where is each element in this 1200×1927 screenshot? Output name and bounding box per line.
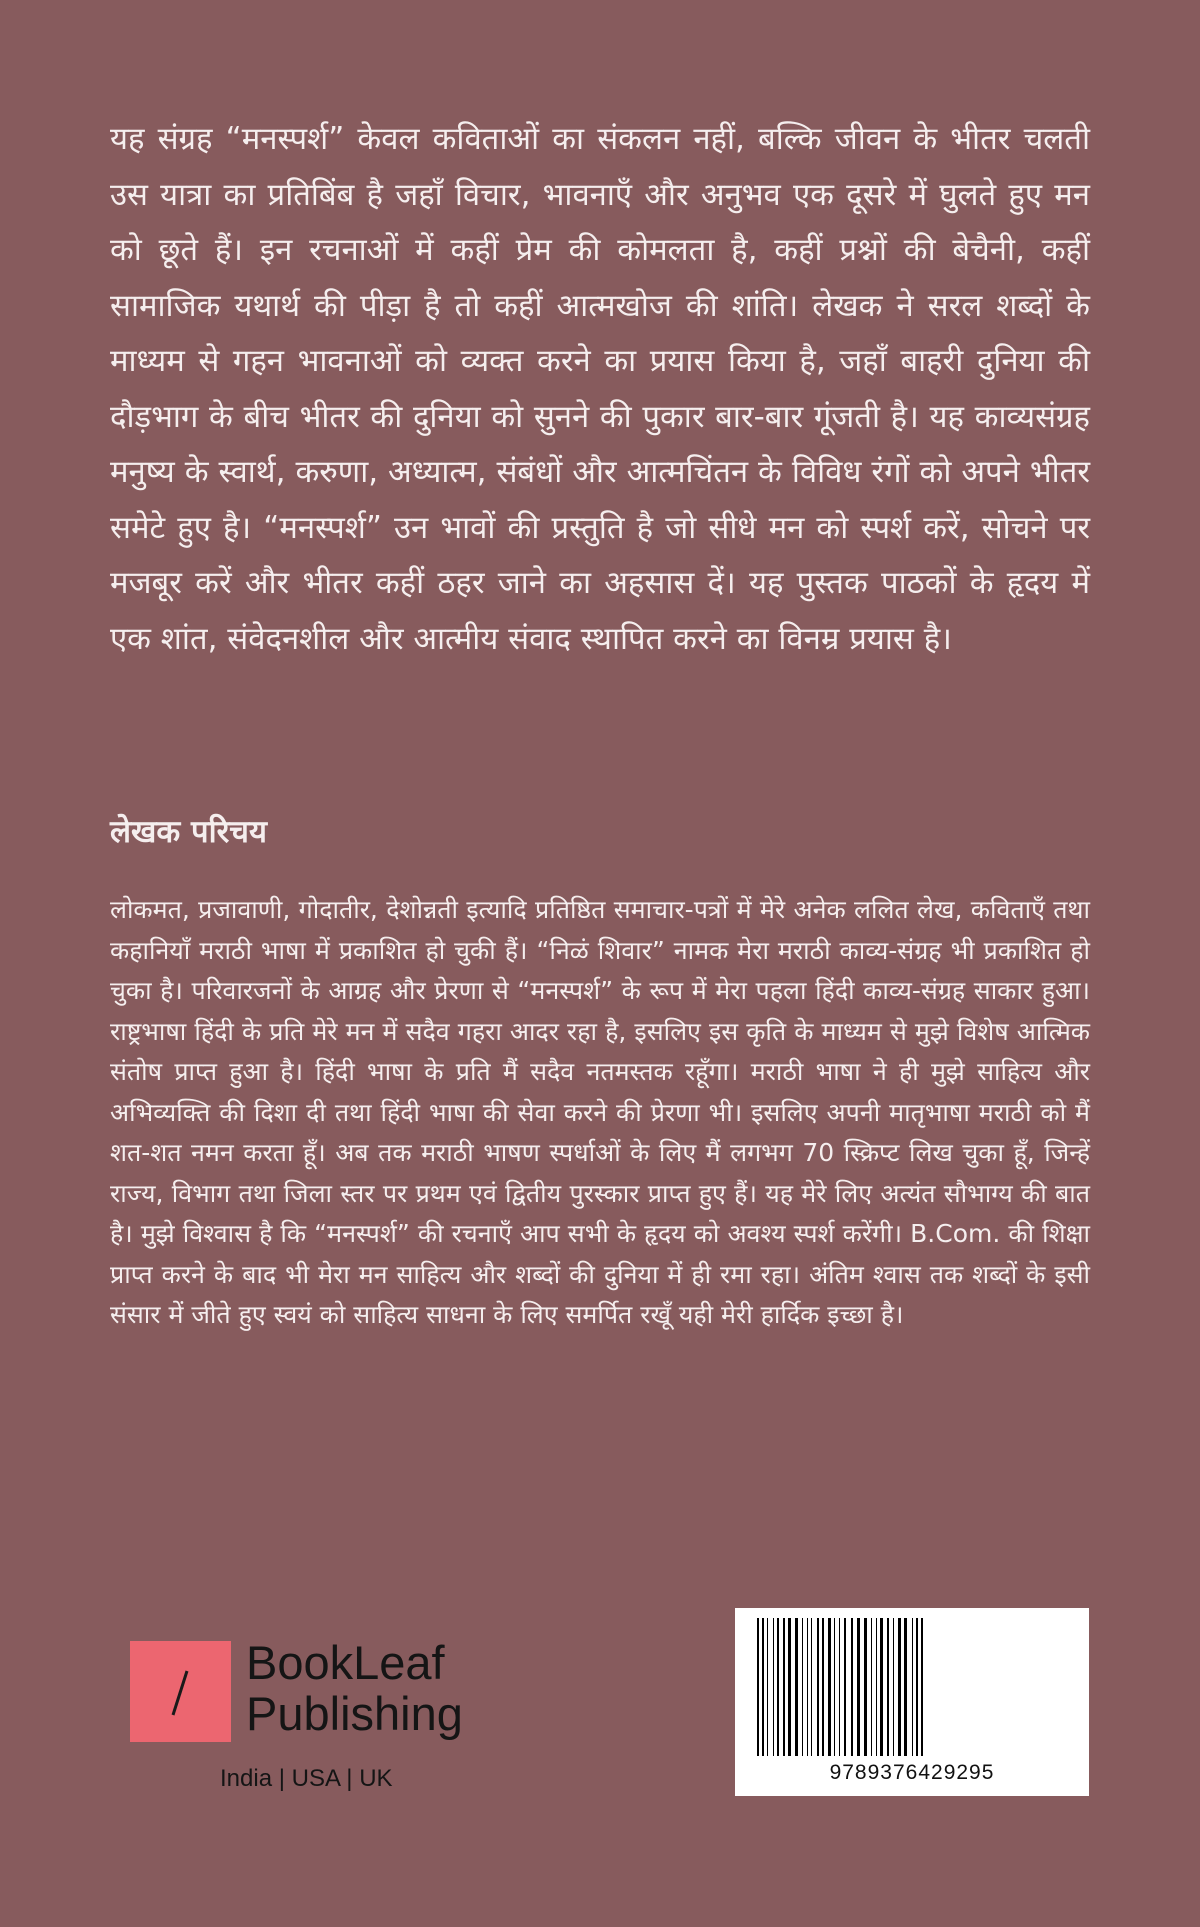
publisher-name-line1: BookLeaf — [246, 1636, 445, 1689]
author-section-title: लेखक परिचय — [110, 814, 267, 850]
isbn-barcode — [735, 1608, 1089, 1796]
barcode-bar — [817, 1618, 819, 1756]
barcode-bar — [807, 1618, 808, 1756]
barcode-bar — [876, 1618, 877, 1756]
barcode-bar — [916, 1618, 918, 1756]
barcode-bar — [762, 1618, 764, 1756]
barcode-bar — [864, 1618, 867, 1756]
publisher-name-line2: Publishing — [246, 1687, 463, 1740]
barcode-bar — [912, 1618, 913, 1756]
barcode-bar — [767, 1618, 768, 1756]
barcode-bar — [921, 1618, 923, 1756]
barcode-bar — [788, 1618, 791, 1756]
book-description: यह संग्रह “मनस्पर्श” केवल कविताओं का संकलन नहीं, बल्कि जीवन के भीतर चलती उस यात्रा का प्रतिबिंब है जहाँ विचार, भावनाएँ और अनुभव एक दूसरे में घुलते हुए मन को छूते हैं। इन रचनाओं में कहीं प्रेम की कोमलता है, कहीं प्रश्नों की बेचैनी, कहीं सामाजिक यथार्थ की पीड़ा है तो कहीं आत्मखोज की शांति। लेखक ने सरल शब्दों के माध्यम से गहन भावनाओं को व्यक्त करने का प्रयास किया है, जहाँ बाहरी दुनिया की दौड़भाग के बीच भीतर की दुनिया को सुनने की पुकार बार-बार गूंजती है। यह काव्यसंग्रह मनुष्य के स्वार्थ, करुणा, अध्यात्म, संबंधों और आत्मचिंतन के विविध रंगों को अपने भीतर समेटे हुए है। “मनस्पर्श” उन भावों की प्रस्तुति है जो सीधे मन को स्पर्श करें, सोचने पर मजबूर करें और भीतर कहीं ठहर जाने का अहसास दें। यह पुस्तक पाठकों के हृदय में एक शांत, संवेदनशील और आत्मीय संवाद स्थापित करने का विनम्र प्रयास है। — [110, 121, 1090, 657]
publisher-logo — [130, 1637, 530, 1797]
barcode-bar — [757, 1618, 759, 1756]
barcode-bar — [898, 1618, 901, 1756]
barcode-bars — [753, 1618, 1071, 1756]
barcode-bar — [828, 1618, 831, 1756]
barcode-bar — [802, 1618, 803, 1756]
barcode-bar — [777, 1618, 779, 1756]
publisher-name — [246, 1637, 546, 1739]
barcode-bar — [834, 1618, 835, 1756]
barcode-bar — [871, 1618, 872, 1756]
barcode-bar — [773, 1618, 774, 1756]
barcode-bar — [893, 1618, 894, 1756]
barcode-bar — [887, 1618, 889, 1756]
barcode-bar — [904, 1618, 907, 1756]
barcode-bar — [844, 1618, 846, 1756]
barcode-bar — [880, 1618, 883, 1756]
barcode-bar — [783, 1618, 785, 1756]
publisher-regions: India | USA | UK — [220, 1765, 393, 1792]
barcode-bar — [811, 1618, 812, 1756]
barcode-bar — [857, 1618, 860, 1756]
barcode-bar — [795, 1618, 798, 1756]
barcode-bar — [822, 1618, 824, 1756]
barcode-bar — [851, 1618, 853, 1756]
slash-logo-icon — [130, 1641, 231, 1742]
author-bio: लोकमत, प्रजावाणी, गोदातीर, देशोन्नती इत्यादि प्रतिष्ठित समाचार-पत्रों में मेरे अनेक ललित लेख, कविताएँ तथा कहानियाँ मराठी भाषा में प्रकाशित हो चुकी हैं। “निळं शिवार” नामक मेरा मराठी काव्य-संग्रह भी प्रकाशित हो चुका है। परिवारजनों के आग्रह और प्रेरणा से “मनस्पर्श” के रूप में मेरा पहला हिंदी काव्य-संग्रह साकार हुआ। राष्ट्रभाषा हिंदी के प्रति मेरे मन में सदैव गहरा आदर रहा है, इसलिए इस कृति के माध्यम से मुझे विशेष आत्मिक संतोष प्राप्त हुआ है। हिंदी भाषा के प्रति मैं सदैव नतमस्तक रहूँगा। मराठी भाषा ने ही मुझे साहित्य और अभिव्यक्ति की दिशा दी तथा हिंदी भाषा की सेवा करने की प्रेरणा भी। इसलिए अपनी मातृभाषा मराठी को मैं शत-शत नमन करता हूँ। अब तक मराठी भाषण स्पर्धाओं के लिए मैं लगभग 70 स्क्रिप्ट लिख चुका हूँ, जिन्हें राज्य, विभाग तथा जिला स्तर पर प्रथम एवं द्वितीय पुरस्कार प्राप्त हुए हैं। यह मेरे लिए अत्यंत सौभाग्य की बात है। मुझे विश्वास है कि “मनस्पर्श” की रचनाएँ आप सभी के हृदय को अवश्य स्पर्श करेंगी। B.Com. की शिक्षा प्राप्त करने के बाद भी मेरा मन साहित्य और शब्दों की दुनिया में ही रमा रहा। अंतिम श्वास तक शब्दों के इसी संसार में जीते हुए स्वयं को साहित्य साधना के लिए समर्पित रखूँ यही मेरी हार्दिक इच्छा है। — [110, 895, 1090, 1329]
barcode-bar — [839, 1618, 840, 1756]
isbn-number: 9789376429295 — [829, 1761, 995, 1784]
